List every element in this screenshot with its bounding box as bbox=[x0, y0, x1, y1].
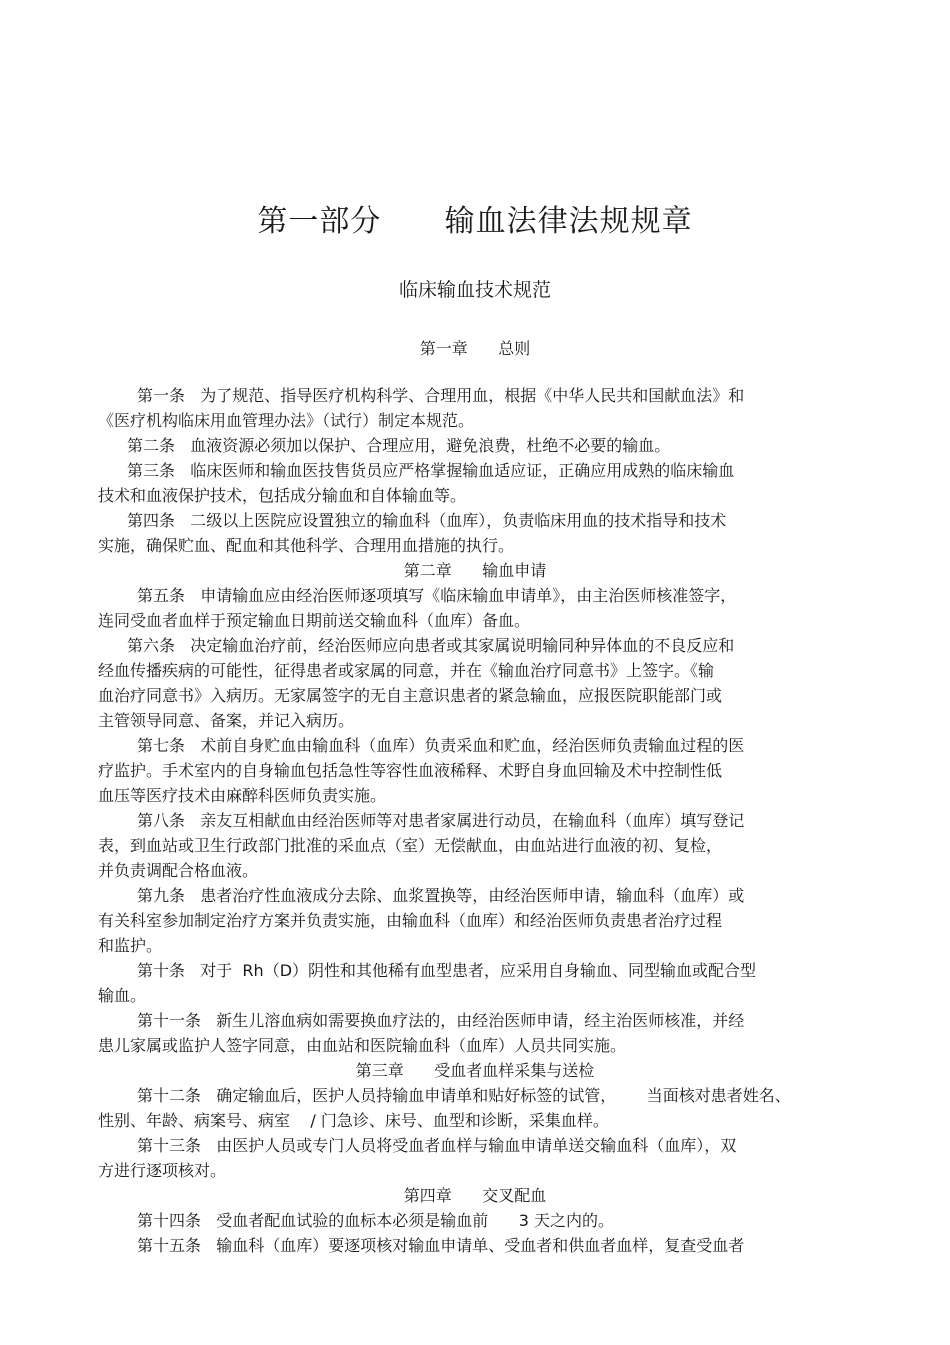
article-line: 第八条 亲友互相献血由经治医师等对患者家属进行动员，在输血科（血库）填写登记 bbox=[137, 811, 745, 830]
article-line: 第二条 血液资源必须加以保护、合理应用，避免浪费，杜绝不必要的输血。 bbox=[127, 436, 671, 455]
article-line: 第七条 术前自身贮血由输血科（血库）负责采血和贮血，经治医师负责输血过程的医 bbox=[137, 736, 745, 755]
article-line: 性别、年龄、病案号、病室 / 门急诊、床号、血型和诊断，采集血样。 bbox=[98, 1111, 609, 1130]
article-line: 第六条 决定输血治疗前，经治医师应向患者或其家属说明输同种异体血的不良反应和 bbox=[127, 636, 735, 655]
article-line: 主管领导同意、备案，并记入病历。 bbox=[98, 711, 355, 730]
article-line: 第四条 二级以上医院应设置独立的输血科（血库），负责临床用血的技术指导和技术 bbox=[127, 511, 727, 530]
article-line: 第十二条 确定输血后，医护人员持输血申请单和贴好标签的试管， 当面核对患者姓名、 bbox=[137, 1086, 791, 1105]
article-line: 连同受血者血样于预定输血日期前送交输血科（血库）备血。 bbox=[98, 611, 531, 630]
article-line: 疗监护。手术室内的自身输血包括急性等容性血液稀释、术野自身血回输及术中控制性低 bbox=[98, 761, 723, 780]
article-line: 第十一条 新生儿溶血病如需要换血疗法的，由经治医师申请，经主治医师核准，并经 bbox=[137, 1011, 745, 1030]
article-line: 血治疗同意书》入病历。无家属签字的无自主意识患者的紧急输血，应报医院职能部门或 bbox=[98, 686, 723, 705]
chapter-heading: 第一章 总则 bbox=[419, 339, 531, 358]
article-line: 输血。 bbox=[98, 986, 147, 1005]
article-line: 《医疗机构临床用血管理办法》（试行）制定本规范。 bbox=[98, 411, 475, 430]
chapter-heading: 第四章 交叉配血 bbox=[403, 1186, 547, 1205]
article-line: 经血传播疾病的可能性，征得患者或家属的同意，并在《输血治疗同意书》上签字。《输 bbox=[98, 661, 715, 680]
article-line: 第三条 临床医师和输血医技售货员应严格掌握输血适应证，正确应用成熟的临床输血 bbox=[127, 461, 735, 480]
chapter-heading: 第二章 输血申请 bbox=[403, 561, 547, 580]
article-line: 第五条 申请输血应由经治医师逐项填写《临床输血申请单》，由主治医师核准签字， bbox=[137, 586, 737, 605]
document-subtitle: 临床输血技术规范 bbox=[398, 279, 551, 301]
article-line: 方进行逐项核对。 bbox=[98, 1161, 227, 1180]
article-line: 第十五条 输血科（血库）要逐项核对输血申请单、受血者和供血者血样，复查受血者 bbox=[137, 1236, 745, 1255]
page-title: 第一部分 输血法律法规规章 bbox=[257, 204, 693, 239]
article-line: 第一条 为了规范、指导医疗机构科学、合理用血，根据《中华人民共和国献血法》和 bbox=[137, 386, 745, 405]
article-line: 并负责调配合格血液。 bbox=[98, 861, 259, 880]
article-line: 第九条 患者治疗性血液成分去除、血浆置换等，由经治医师申请，输血科（血库）或 bbox=[137, 886, 745, 905]
article-line: 第十三条 由医护人员或专门人员将受血者血样与输血申请单送交输血科（血库），双 bbox=[137, 1136, 737, 1155]
article-line: 第十四条 受血者配血试验的血标本必须是输血前 3 天之内的。 bbox=[137, 1211, 615, 1230]
article-line: 第十条 对于 Rh（D）阴性和其他稀有血型患者，应采用自身输血、同型输血或配合型 bbox=[137, 961, 757, 980]
article-line: 患儿家属或监护人签字同意，由血站和医院输血科（血库）人员共同实施。 bbox=[98, 1036, 627, 1055]
article-line: 表，到血站或卫生行政部门批准的采血点（室）无偿献血，由血站进行血液的初、复检， bbox=[98, 836, 723, 855]
chapter-heading: 第三章 受血者血样采集与送检 bbox=[355, 1061, 595, 1080]
article-line: 有关科室参加制定治疗方案并负责实施，由输血科（血库）和经治医师负责患者治疗过程 bbox=[98, 911, 723, 930]
article-line: 血压等医疗技术由麻醉科医师负责实施。 bbox=[98, 786, 387, 805]
article-line: 实施，确保贮血、配血和其他科学、合理用血措施的执行。 bbox=[98, 536, 515, 555]
article-line: 和监护。 bbox=[98, 936, 163, 955]
article-line: 技术和血液保护技术，包括成分输血和自体输血等。 bbox=[98, 486, 467, 505]
